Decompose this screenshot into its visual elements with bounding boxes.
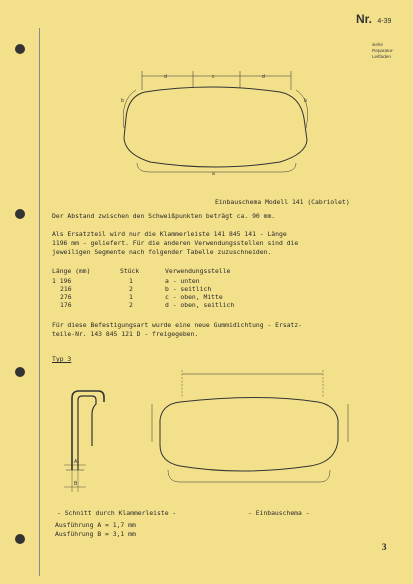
paragraph-distance: Der Abstand zwischen den Schweißpunkten beträgt ca. 90 mm. (52, 212, 276, 220)
diagram-caption: Einbauschema Modell 141 (Cabriolet) (215, 198, 350, 206)
window-outline-typ3 (160, 398, 338, 472)
table-cell: c - oben, Mitte (165, 293, 223, 301)
paragraph-seal-2: teile-Nr. 143 845 121 D - freigegeben. (52, 330, 199, 338)
table-header: Verwendungsstelle (165, 267, 231, 275)
table-cell: b - seitlich (165, 285, 212, 293)
note-line: Reparatur- (372, 48, 394, 53)
table-cell: a - unten (165, 277, 200, 285)
table-cell: 276 (60, 293, 72, 301)
version-a-spec: Ausführung A = 1,7 mm (55, 521, 136, 529)
paragraph-spare-part-3: jeweiligen Segmente nach folgender Tabelle zuzuschneiden. (52, 248, 272, 256)
table-cell: 176 (60, 301, 72, 309)
dim-label-c: c (212, 74, 215, 80)
table-cell: 216 (60, 285, 72, 293)
section-label-a: A (74, 459, 78, 465)
section-caption: - Schnitt durch Klammerleiste - (57, 509, 177, 517)
dim-label-b1: b (121, 98, 124, 104)
note-line: siehe (372, 42, 383, 47)
dim-label-d1: d (164, 74, 167, 80)
table-cell: 1 (129, 293, 133, 301)
table-cell: 1 (129, 277, 133, 285)
version-b-spec: Ausführung B = 3,1 mm (55, 530, 136, 538)
nr-value: 4-39 (377, 18, 392, 25)
paragraph-spare-part-2: 1196 mm - geliefert. Für die anderen Verwendungsstellen sind die (52, 239, 299, 247)
scheme-caption: - Einbauschema - (248, 509, 310, 517)
section-heading-typ3: Typ 3 (52, 355, 72, 363)
dim-label-a: a (212, 171, 215, 177)
page-number: 3 (382, 542, 387, 552)
dim-label-d2: d (262, 74, 265, 80)
table-cell: 2 (129, 285, 133, 293)
table-cell: d - oben, seitlich (165, 301, 235, 309)
table-cell: 2 (129, 301, 133, 309)
table-header: Länge (mm) (52, 267, 91, 275)
section-label-b: B (74, 481, 78, 487)
paragraph-spare-part-1: Als Ersatzteil wird nur die Klammerleiste 141 845 141 - Länge (52, 230, 287, 238)
paragraph-seal-1: Für diese Befestigungsart wurde eine neue Gummidichtung - Ersatz- (52, 321, 303, 329)
nr-label: Nr. (356, 12, 373, 26)
dim-label-b2: b (304, 98, 307, 104)
table-header: Stück (120, 267, 140, 275)
table-cell: 1 196 (52, 277, 72, 285)
note-line: Leitfaden (372, 54, 391, 59)
